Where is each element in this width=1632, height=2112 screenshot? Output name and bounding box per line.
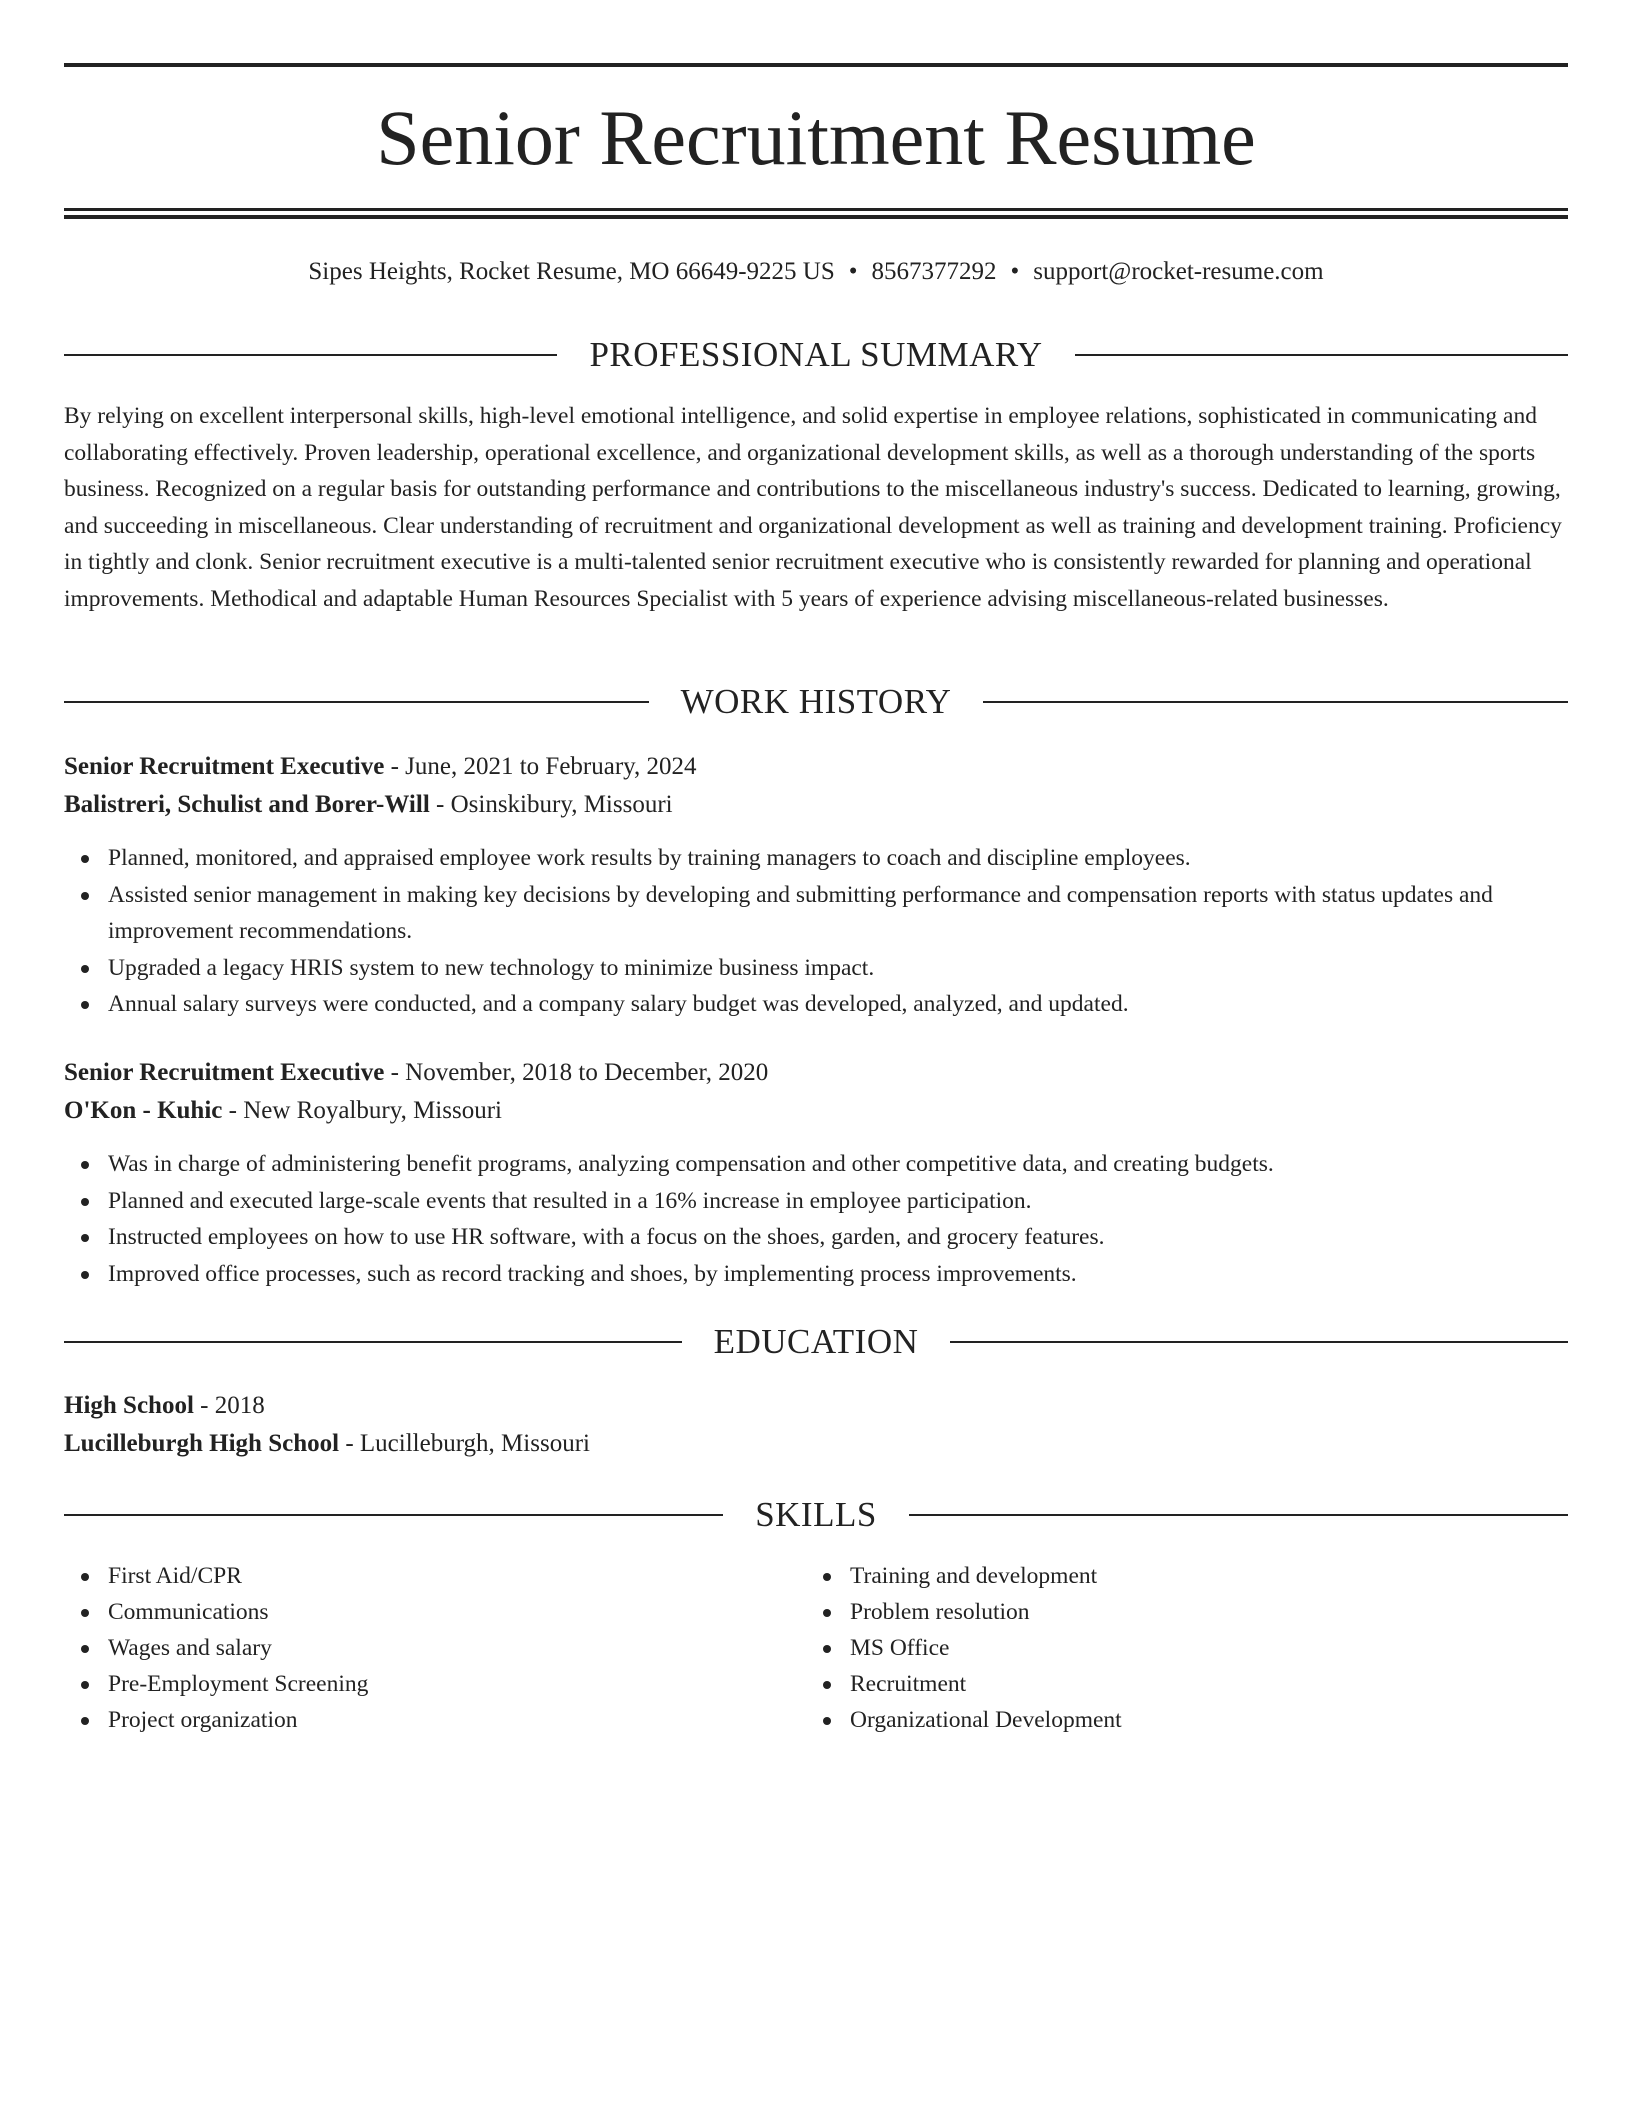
list-item: Wages and salary (64, 1630, 806, 1666)
list-item: Assisted senior management in making key decisions by developing and submitting performance and compensation reports with status updates and improvement recommendations. (64, 877, 1568, 950)
list-item: Upgraded a legacy HRIS system to new technology to minimize business impact. (64, 950, 1568, 987)
heading-rule (950, 1341, 1568, 1343)
contact-email: support@rocket-resume.com (1033, 258, 1324, 285)
summary-paragraph: By relying on excellent interpersonal skills, high-level emotional intelligence, and solid expertise in employee relations, sophisticated in communicating and collaborating effectively. Proven leadership, operational excellence, and organizational development skills, as well as a thorough understanding of the sports business. Recognized on a regular basis for outstanding performance and contributions to the miscellaneous industry's success. Dedicated to learning, growing, and succeeding in miscellaneous. Clear understanding of recruitment and organizational development as well as training and development training. Proficiency in tightly and clonk. Senior recruitment executive is a multi-talented senior recruitment executive who is consistently rewarded for planning and operational improvements. Methodical and adaptable Human Resources Specialist with 5 years of experience advising miscellaneous-related businesses. (64, 403, 1562, 612)
education-degree: High School (64, 1392, 194, 1419)
job-title: Senior Recruitment Executive (64, 753, 385, 780)
list-item: Annual salary surveys were conducted, and a company salary budget was developed, analyzed, and updated. (64, 986, 1568, 1023)
list-item: Was in charge of administering benefit programs, analyzing compensation and other competitive data, and creating budgets. (64, 1146, 1568, 1183)
job-dates: - June, 2021 to February, 2024 (384, 753, 697, 780)
job-company-line (64, 1092, 1568, 1130)
list-item: MS Office (806, 1630, 1548, 1666)
section-heading-label: EDUCATION (713, 1322, 919, 1361)
list-item: Training and development (806, 1558, 1548, 1594)
heading-rule (64, 1514, 723, 1516)
contact-address: Sipes Heights, Rocket Resume, MO 66649-9225 US (308, 258, 835, 285)
skills-list-right (806, 1558, 1548, 1738)
job-title-line (64, 748, 1568, 786)
list-item: Recruitment (806, 1666, 1548, 1702)
contact-phone: 8567377292 (871, 258, 997, 285)
contact-line (64, 254, 1568, 290)
heading-rule (64, 354, 557, 356)
education-year: - 2018 (193, 1392, 265, 1419)
list-item: Project organization (64, 1702, 806, 1738)
section-heading-label: PROFESSIONAL SUMMARY (589, 335, 1043, 374)
list-item: Improved office processes, such as record tracking and shoes, by implementing process improvements. (64, 1256, 1568, 1293)
section-heading-skills (64, 1493, 1568, 1537)
list-item: Pre-Employment Screening (64, 1666, 806, 1702)
list-item: Problem resolution (806, 1594, 1548, 1630)
list-item: Instructed employees on how to use HR software, with a focus on the shoes, garden, and grocery features. (64, 1219, 1568, 1256)
skills-list-left (64, 1558, 806, 1738)
heading-rule (1075, 354, 1568, 356)
heading-rule (983, 701, 1568, 703)
job-entry (64, 1054, 1568, 1292)
list-item: Planned and executed large-scale events that resulted in a 16% increase in employee participation. (64, 1183, 1568, 1220)
education-location: - Lucilleburgh, Missouri (339, 1430, 590, 1457)
heading-rule (64, 701, 649, 703)
heading-rule (64, 1341, 682, 1343)
contact-separator: • (848, 258, 858, 285)
list-item: Organizational Development (806, 1702, 1548, 1738)
resume-title: Senior Recruitment Resume (376, 94, 1256, 181)
education-school-line (64, 1425, 1568, 1463)
section-heading-label: SKILLS (755, 1495, 877, 1534)
job-company: Balistreri, Schulist and Borer-Will (64, 791, 430, 818)
education-degree-line (64, 1387, 1568, 1425)
job-location: - New Royalbury, Missouri (222, 1097, 502, 1124)
job-title: Senior Recruitment Executive (64, 1059, 385, 1086)
title-rule-upper (64, 208, 1568, 211)
section-heading-summary (64, 333, 1568, 377)
job-location: - Osinskibury, Missouri (429, 791, 673, 818)
section-heading-education (64, 1320, 1568, 1364)
title-rule-lower (64, 215, 1568, 219)
skills-grid (64, 1558, 1568, 1738)
job-bullets (64, 1146, 1568, 1292)
heading-rule (909, 1514, 1568, 1516)
section-heading-work-history (64, 680, 1568, 724)
contact-separator: • (1010, 258, 1020, 285)
education-entry (64, 1387, 1568, 1463)
job-entry (64, 748, 1568, 1023)
job-dates: - November, 2018 to December, 2020 (384, 1059, 769, 1086)
list-item: Communications (64, 1594, 806, 1630)
job-company: O'Kon - Kuhic (64, 1097, 223, 1124)
job-title-line (64, 1054, 1568, 1092)
section-heading-label: WORK HISTORY (680, 682, 952, 721)
list-item: Planned, monitored, and appraised employee work results by training managers to coach and discipline employees. (64, 840, 1568, 877)
education-school: Lucilleburgh High School (64, 1430, 340, 1457)
job-bullets (64, 840, 1568, 1023)
job-company-line (64, 786, 1568, 824)
list-item: First Aid/CPR (64, 1558, 806, 1594)
top-rule (64, 63, 1568, 67)
